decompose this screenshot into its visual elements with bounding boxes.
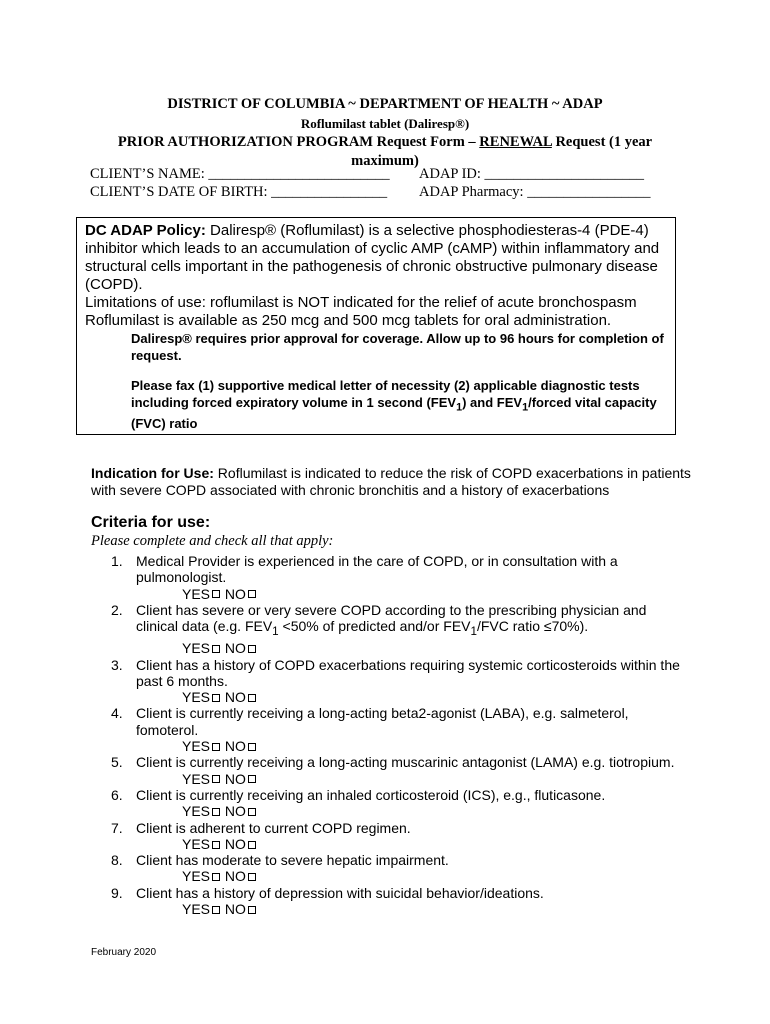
- no-checkbox[interactable]: [248, 775, 256, 783]
- yes-no-choice: YES NO: [182, 836, 770, 852]
- policy-label: DC ADAP Policy:: [85, 222, 206, 239]
- header-title: DISTRICT OF COLUMBIA ~ DEPARTMENT OF HEALTH ~ ADAP: [167, 96, 603, 112]
- yes-checkbox[interactable]: [212, 590, 220, 598]
- adap-id-field[interactable]: ADAP ID: ______________________: [419, 166, 645, 182]
- criteria-item-2: 2. Client has severe or very severe COPD according to the prescribing physician and clinical data (e.g. $FEV_1 <50\%$ of predicted and/or $FEV_1$/FVC ratio ≤70%). YES NO: [0, 602, 770, 657]
- criteria-item-1: 1. Medical Provider is experienced in the care of COPD, or in consultation with a pulmonologist. YES NO: [0, 553, 770, 602]
- policy-description: DC ADAP Policy: Daliresp® (Roflumilast) is a selective phosphodiesteras-4 (PDE-4) inhibitor which leads to an accumulation of cyclic AMP (cAMP) within inflammatory and structural cells important in the pathogenesis of chronic obstructive pulmonary disease (COPD).: [85, 222, 660, 293]
- yes-no-choice: YES NO: [182, 771, 770, 787]
- no-checkbox[interactable]: [248, 873, 256, 881]
- indication-for-use: Indication for Use: Roflumilast is indicated to reduce the risk of COPD exacerbations in patients with severe COPD associated with chronic bronchitis and a history of exacerbations: [91, 465, 691, 498]
- criteria-item-6: 6. Client is currently receiving an inhaled corticosteroid (ICS), e.g., fluticasone. YES NO: [0, 787, 770, 820]
- yes-no-choice: YES NO: [182, 803, 770, 819]
- yes-checkbox[interactable]: [212, 808, 220, 816]
- criteria-title: Criteria for use:: [91, 514, 211, 531]
- header-form-type: PRIOR AUTHORIZATION PROGRAM Request Form – RENEWAL Request (1 year: [117, 134, 653, 150]
- approval-notice: Daliresp® requires prior approval for coverage. Allow up to 96 hours for completion of request.: [131, 331, 664, 363]
- yes-checkbox[interactable]: [212, 645, 220, 653]
- yes-no-choice: YES NO: [182, 689, 770, 705]
- header-drug: Roflumilast tablet (Daliresp®): [300, 116, 470, 131]
- policy-availability: Roflumilast is available as 250 mcg and 500 mcg tablets for oral administration.: [85, 312, 612, 329]
- fax-instructions: Please fax (1) supportive medical letter of necessity (2) applicable diagnostic tests including forced expiratory volume in 1 second $(FEV_1)$ and $FEV_1$/forced vital capacity (FVC) ratio: [131, 378, 657, 431]
- no-checkbox[interactable]: [248, 808, 256, 816]
- criteria-subtitle: Please complete and check all that apply:: [91, 533, 334, 549]
- yes-no-choice: YES NO: [182, 640, 770, 656]
- no-checkbox[interactable]: [248, 743, 256, 751]
- yes-no-choice: YES NO: [182, 901, 770, 917]
- form-header: [0, 95, 770, 171]
- renewal-label: RENEWAL: [479, 134, 552, 150]
- client-name-field[interactable]: CLIENT’S NAME: _________________________: [90, 166, 390, 182]
- policy-box: [76, 217, 676, 435]
- yes-checkbox[interactable]: [212, 775, 220, 783]
- yes-no-choice: YES NO: [182, 586, 770, 602]
- yes-checkbox[interactable]: [212, 841, 220, 849]
- footer-date: February 2020: [91, 947, 157, 958]
- yes-no-choice: YES NO: [182, 738, 770, 754]
- criteria-item-5: 5. Client is currently receiving a long-acting muscarinic antagonist (LAMA) e.g. tiotropium. YES NO: [0, 754, 770, 787]
- yes-checkbox[interactable]: [212, 694, 220, 702]
- criteria-item-4: 4. Client is currently receiving a long-acting beta2-agonist (LABA), e.g. salmeterol, fomoterol. YES NO: [0, 705, 770, 754]
- no-checkbox[interactable]: [248, 645, 256, 653]
- yes-checkbox[interactable]: [212, 873, 220, 881]
- no-checkbox[interactable]: [248, 906, 256, 914]
- criteria-item-7: 7. Client is adherent to current COPD regimen. YES NO: [0, 820, 770, 853]
- criteria-item-8: 8. Client has moderate to severe hepatic impairment. YES NO: [0, 852, 770, 885]
- adap-pharmacy-field[interactable]: ADAP Pharmacy: _________________: [419, 184, 651, 200]
- header-maximum: maximum): [351, 153, 419, 169]
- criteria-item-9: 9. Client has a history of depression with suicidal behavior/ideations. YES NO: [0, 885, 770, 918]
- no-checkbox[interactable]: [248, 841, 256, 849]
- criteria-item-3: 3. Client has a history of COPD exacerbations requiring systemic corticosteroids within the past 6 months. YES NO: [0, 657, 770, 706]
- yes-checkbox[interactable]: [212, 906, 220, 914]
- no-checkbox[interactable]: [248, 694, 256, 702]
- indication-label: Indication for Use:: [91, 465, 214, 481]
- yes-no-choice: YES NO: [182, 868, 770, 884]
- client-dob-field[interactable]: CLIENT’S DATE OF BIRTH: ________________: [90, 184, 388, 200]
- policy-limitation: Limitations of use: roflumilast is NOT indicated for the relief of acute bronchospasm: [85, 294, 637, 311]
- yes-checkbox[interactable]: [212, 743, 220, 751]
- no-checkbox[interactable]: [248, 590, 256, 598]
- criteria-list: [0, 553, 770, 917]
